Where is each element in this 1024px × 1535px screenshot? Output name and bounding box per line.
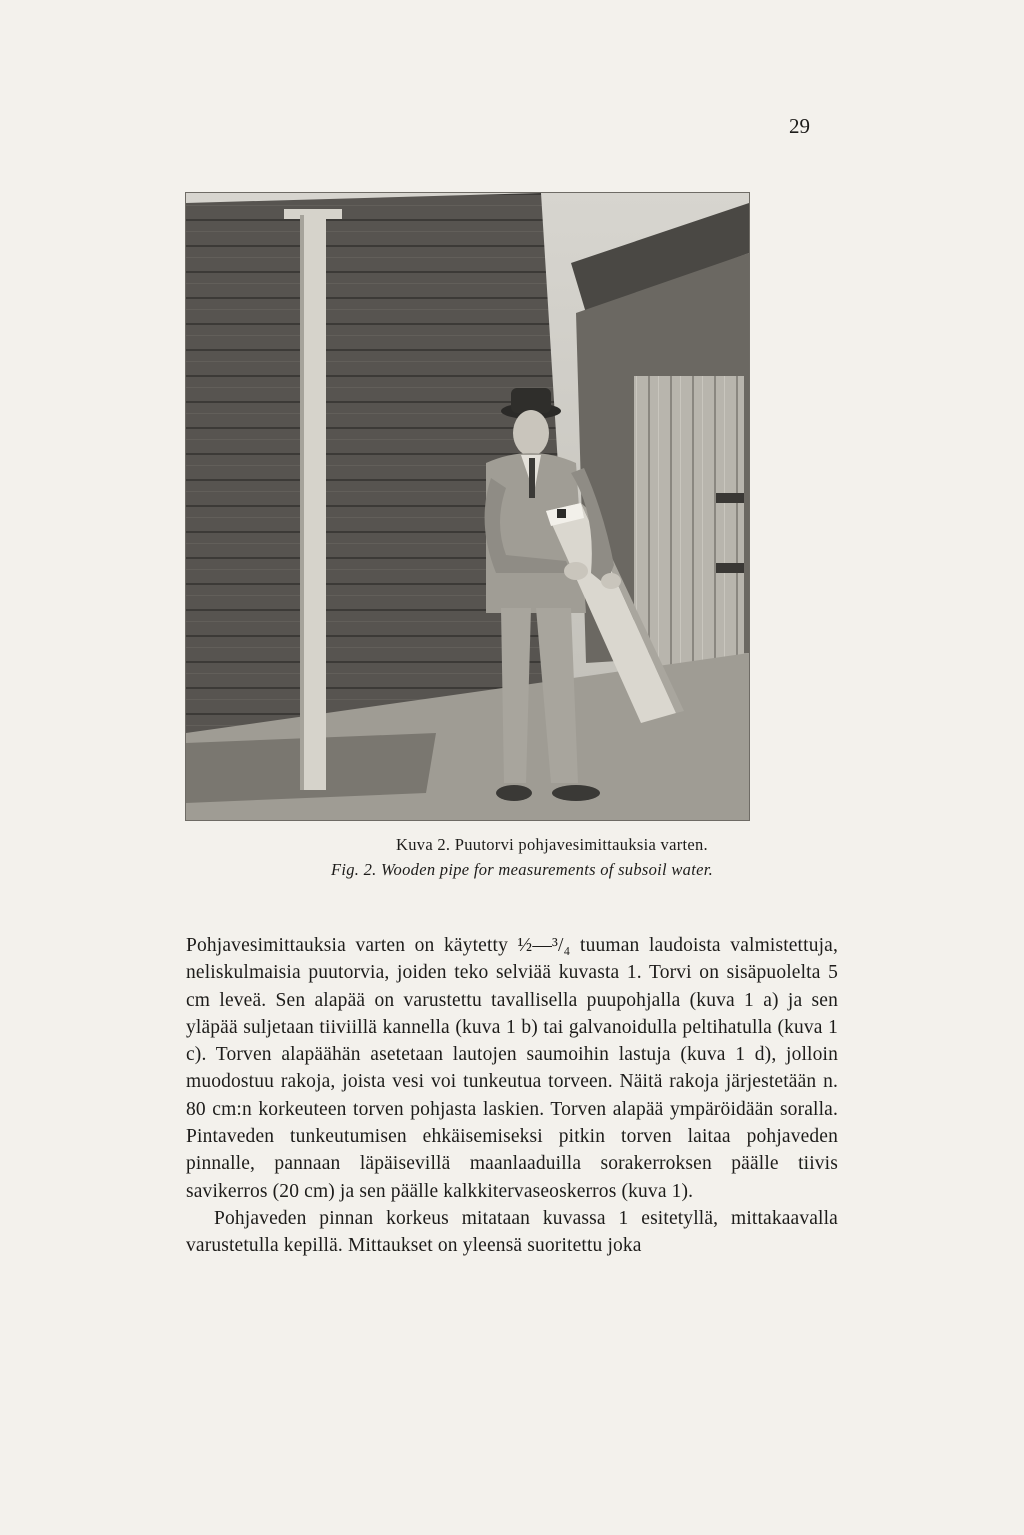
paragraph: Pohjavesimittauksia varten on käytetty ½—³/₄ tuuman laudoista valmistettuja, neliskulmaisia puutorvia, joiden teko selviää kuvasta 1. Torvi on sisäpuolelta 5 cm leveä. Sen alapää on varustettu tavallisella puupohjalla (kuva 1 a) ja sen yläpää suljetaan tiiviillä kannella (kuva 1 b) tai galvanoidulla peltihatulla (kuva 1 c). Torven alapäähän asetetaan lautojen saumoihin lastuja (kuva 1 d), jolloin muodostuu rakoja, joista vesi voi tunkeutua torveen. Näitä rakoja järjestetään n. 80 cm:n korkeuteen torven pohjasta laskien. Torven alapää ympäröidään soralla. Pintaveden tunkeutumisen ehkäisemiseksi pitkin torven laitaa pohjaveden pinnalle, pannaan läpäisevillä maanlaaduilla sorakerroksen päälle tiivis savikerros (20 cm) ja sen päälle kalkkitervaseoskerros (kuva 1). — [186, 935, 838, 1202]
page-number: 29 — [789, 114, 810, 138]
paragraph: Pohjaveden pinnan korkeus mitataan kuvassa 1 esitetyllä, mittakaavalla varustetulla kepillä. Mittaukset on yleensä suoritettu joka — [186, 1207, 838, 1257]
figure-photograph — [186, 193, 749, 820]
photo-illustration — [186, 193, 749, 820]
body-text — [186, 932, 838, 1260]
figure-caption-english: Fig. 2. Wooden pipe for measurements of subsoil water. — [330, 860, 714, 879]
figure-caption-finnish: Kuva 2. Puutorvi pohjavesimittauksia varten. — [396, 835, 708, 854]
